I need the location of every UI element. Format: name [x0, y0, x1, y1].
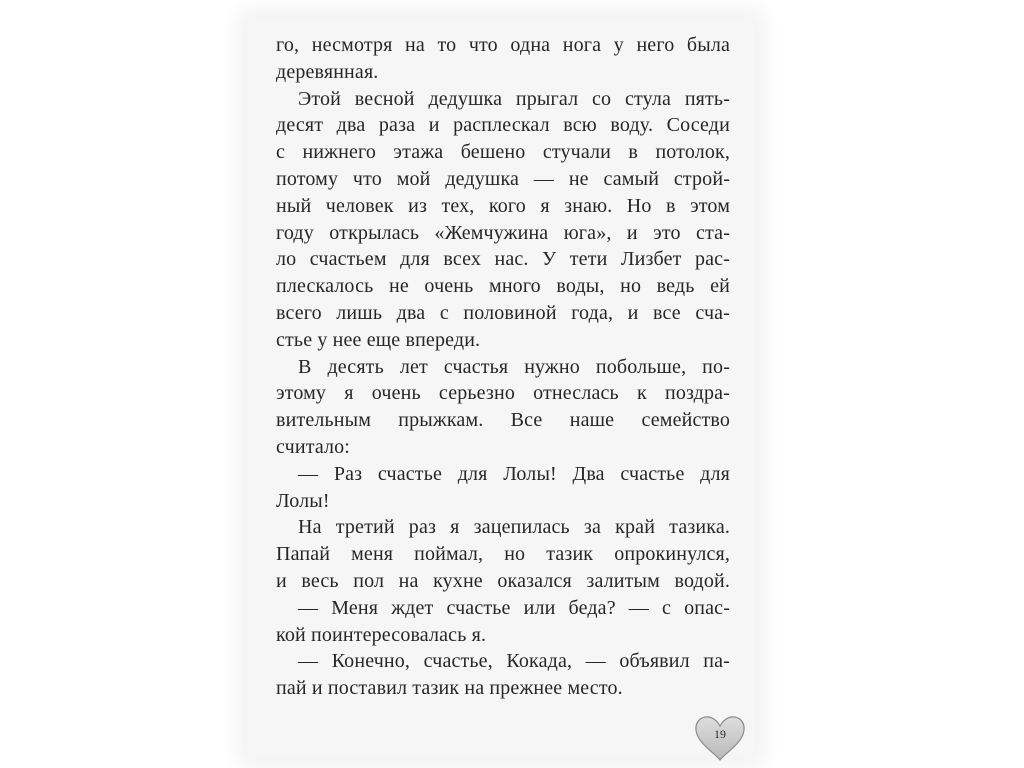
text-line: году открылась «Жемчужина юга», и это ста-: [276, 221, 730, 244]
text-line: считало:: [276, 435, 351, 458]
text-line: На третий раз я зацепилась за край тазика.: [298, 516, 730, 539]
text-line: этому я очень серьезно отнеслась к поздра-: [276, 382, 730, 405]
text-line: всего лишь два с половиной года, и все сча-: [276, 301, 730, 324]
page-number: 19: [714, 727, 726, 741]
text-line: — Конечно, счастье, Кокада, — объявил па-: [298, 650, 730, 673]
text-line: Папай меня поймал, но тазик опрокинулся,: [276, 543, 730, 566]
text-line: Лолы!: [276, 489, 330, 512]
text-line: Этой весной дедушка прыгал со стула пять-: [298, 87, 730, 110]
text-line: кой поинтересовалась я.: [276, 623, 487, 646]
text-line: потому что мой дедушка — не самый строй-: [276, 167, 730, 190]
text-line: десят два раза и расплескал всю воду. Соседи: [276, 114, 730, 137]
page-number-badge: [693, 713, 747, 763]
text-line: го, несмотря на то что одна нога у него была: [276, 34, 730, 56]
text-line: вительным прыжкам. Все наше семейство: [276, 409, 730, 432]
text-line: — Раз счастье для Лолы! Два счастье для: [298, 462, 730, 485]
text-line: пай и поставил тазик на прежнее место.: [276, 677, 623, 700]
text-line: — Меня ждет счастье или беда? — с опас-: [298, 596, 730, 619]
text-line: плескалось не очень много воды, но ведь ей: [276, 275, 730, 298]
text-line: В десять лет счастья нужно побольше, по-: [298, 355, 730, 378]
text-line: ный человек из тех, кого я знаю. Но в этом: [276, 194, 730, 217]
text-line: деревянная.: [276, 60, 379, 83]
text-line: с нижнего этажа бешено стучали в потолок,: [276, 141, 730, 164]
text-line: ло счастьем для всех нас. У тети Лизбет рас-: [276, 248, 730, 271]
body-text: [276, 32, 730, 702]
text-line: стье у нее еще впереди.: [276, 328, 481, 351]
text-line: и весь пол на кухне оказался залитым водой.: [276, 569, 730, 592]
